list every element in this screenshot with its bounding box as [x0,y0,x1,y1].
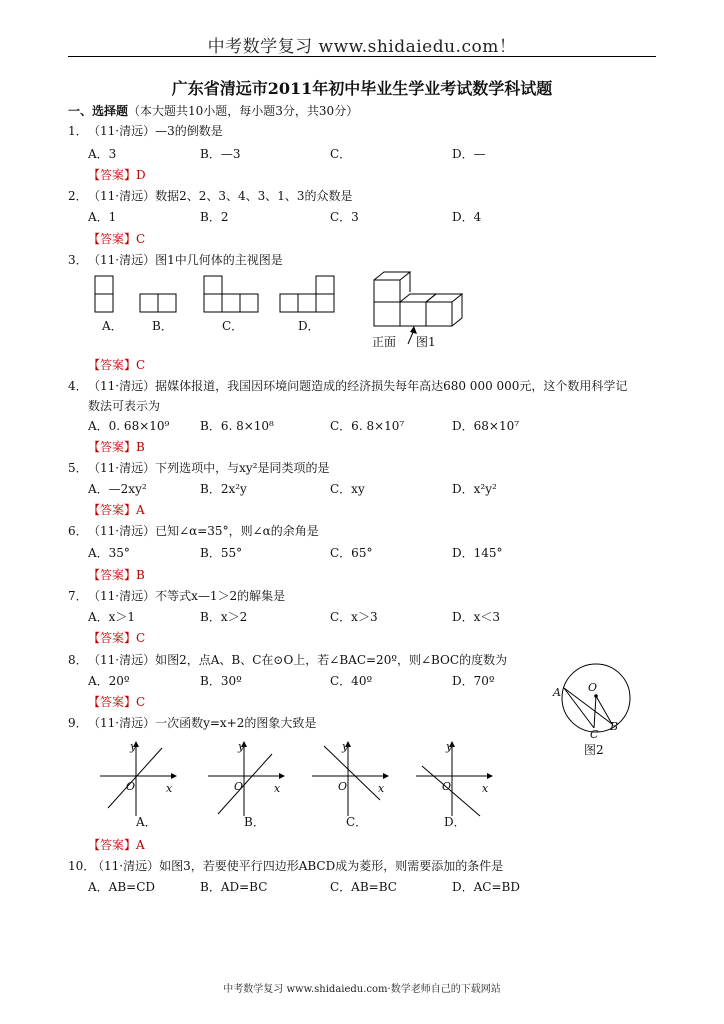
q8-answer: 【答案】C [88,695,146,709]
q10-number: 10． [68,859,96,873]
q8-option-b: B．30º [200,674,242,688]
q1-stem: （11·清远）—3的倒数是 [88,124,223,138]
view-a-shape [95,276,113,312]
q1-answer: 【答案】D [88,168,146,182]
q10-option-b: B．AD=BC [200,880,268,894]
header-rule [68,56,656,57]
q4-option-d: D．68×10⁷ [452,419,520,433]
q7-answer: 【答案】C [88,631,146,645]
q8-option-a: A．20º [88,674,130,688]
graph-a [100,742,176,816]
q5-option-b: B．2x²y [200,482,247,496]
q10-option-a: A．AB=CD [88,880,156,894]
q9-graphs [98,738,498,818]
q7-option-b: B．x＞2 [200,610,248,624]
q4-answer: 【答案】B [88,440,145,454]
q6-option-b: B．55° [200,546,243,560]
q2-number: 2． [68,189,88,203]
q4-option-a: A．0. 68×10⁹ [88,419,170,433]
q1-option-b: B．—3 [200,147,241,161]
graph-b [208,742,284,816]
graph-d-x-label: x [482,782,489,795]
view-d-shape [280,276,334,312]
view-c-shape [204,276,258,312]
q7-option-d: D．x＜3 [452,610,501,624]
graph-d-y-label: y [446,740,453,753]
section-heading [68,103,358,119]
q2-option-b: B．2 [200,210,229,224]
graph-d-origin-label: O [442,780,452,793]
q6-stem: （11·清远）已知∠α=35°，则∠α的余角是 [88,524,319,538]
center-point-icon [594,694,598,698]
q3-answer: 【答案】C [88,358,146,372]
q5-option-d: D．x²y² [452,482,497,496]
q3-stem: （11·清远）图1中几何体的主视图是 [88,253,283,267]
q5-number: 5． [68,461,88,475]
q9-option-b: B． [244,815,265,829]
q8-stem: （11·清远）如图2，点A、B、C在⊙O上，若∠BAC=20º，则∠BOC的度数为 [88,653,508,667]
q6-option-d: D．145° [452,546,503,560]
q5-option-c: C．xy [330,482,365,496]
q6-number: 6． [68,524,88,538]
point-a-label: A [553,686,561,699]
chord-ac [564,688,594,728]
q2-stem: （11·清远）数据2、2、3、4、3、1、3的众数是 [88,189,353,203]
graph-c-x-label: x [378,782,385,795]
q9-stem: （11·清远）一次函数y=x+2的图象大致是 [88,716,317,730]
q9-answer: 【答案】A [88,838,145,852]
graph-a-x-label: x [166,782,173,795]
graph-a-y-label: y [130,740,137,753]
q7-number: 7． [68,589,88,603]
q3-figure-label: 图1 [416,335,436,349]
q3-number: 3． [68,253,88,267]
q2-option-c: C．3 [330,210,359,224]
page-header: 中考数学复习 www.shidaiedu.com！ [207,37,517,57]
q9-option-c: C． [346,815,368,829]
q9-number: 9． [68,716,88,730]
exam-title: 广东省清远市2011年初中毕业生学业考试数学科试题 [171,79,553,98]
q8-number: 8． [68,653,88,667]
q10-option-d: D．AC=BD [452,880,520,894]
q1-option-a: A．3 [88,147,117,161]
q6-option-c: C．65° [330,546,373,560]
q6-answer: 【答案】B [88,568,145,582]
q3-option-d: D． [298,319,320,333]
q5-stem: （11·清远）下列选项中，与xy²是同类项的是 [88,461,330,475]
q5-answer: 【答案】A [88,503,145,517]
point-b-label: B [610,720,619,733]
q5-option-a: A．—2xy² [88,482,147,496]
q9-option-d: D． [444,815,466,829]
q2-answer: 【答案】C [88,232,146,246]
graph-b-x-label: x [274,782,281,795]
q7-stem: （11·清远）不等式x—1＞2的解集是 [88,589,286,603]
q4-option-b: B．6. 8×10⁸ [200,419,274,433]
graph-b-y-label: y [238,740,245,753]
page-footer: 中考数学复习 www.shidaiedu.com·数学老师自己的下载网站 [223,984,501,995]
q10-option-c: C．AB=BC [330,880,397,894]
view-b-shape [140,294,176,312]
q1-option-c: C． [330,147,352,161]
q10-stem: （11·清远）如图3，若要使平行四边形ABCD成为菱形，则需要添加的条件是 [92,859,504,873]
q3-option-a: A． [102,319,123,333]
q3-option-views [90,272,390,322]
graph-c [312,742,388,816]
q1-option-d: D．— [452,147,486,161]
arrow-head-icon [410,326,417,334]
q8-figure-label: 图2 [584,743,604,757]
q2-option-d: D．4 [452,210,482,224]
q8-option-d: D．70º [452,674,495,688]
q2-option-a: A．1 [88,210,117,224]
point-c-label: C [590,728,599,741]
section-note: （本大题共10小题，每小题3分，共30分） [128,104,359,118]
q7-option-c: C．x＞3 [330,610,378,624]
q3-option-c: C． [222,319,244,333]
q4-stem: （11·清远）据媒体报道，我国因环境问题造成的经济损失每年高达680 000 000元，这个数用科学记 [88,379,628,393]
graph-c-origin-label: O [338,780,348,793]
q3-option-b: B． [152,319,173,333]
figure-1-solid [370,268,470,338]
q8-option-c: C．40º [330,674,373,688]
q1-number: 1． [68,124,88,138]
q4-number: 4． [68,379,88,393]
q6-option-a: A．35° [88,546,130,560]
q3-front-label: 正面 [372,335,397,349]
graph-a-origin-label: O [126,780,136,793]
point-o-label: O [588,681,598,694]
section-label: 一、选择题 [68,104,129,118]
q4-stem-continued: 数法可表示为 [88,399,161,413]
graph-c-y-label: y [342,740,349,753]
q4-option-c: C．6. 8×10⁷ [330,419,405,433]
graph-d [416,742,492,816]
q7-option-a: A．x＞1 [88,610,136,624]
graph-b-origin-label: O [234,780,244,793]
q9-option-a: A． [136,815,157,829]
